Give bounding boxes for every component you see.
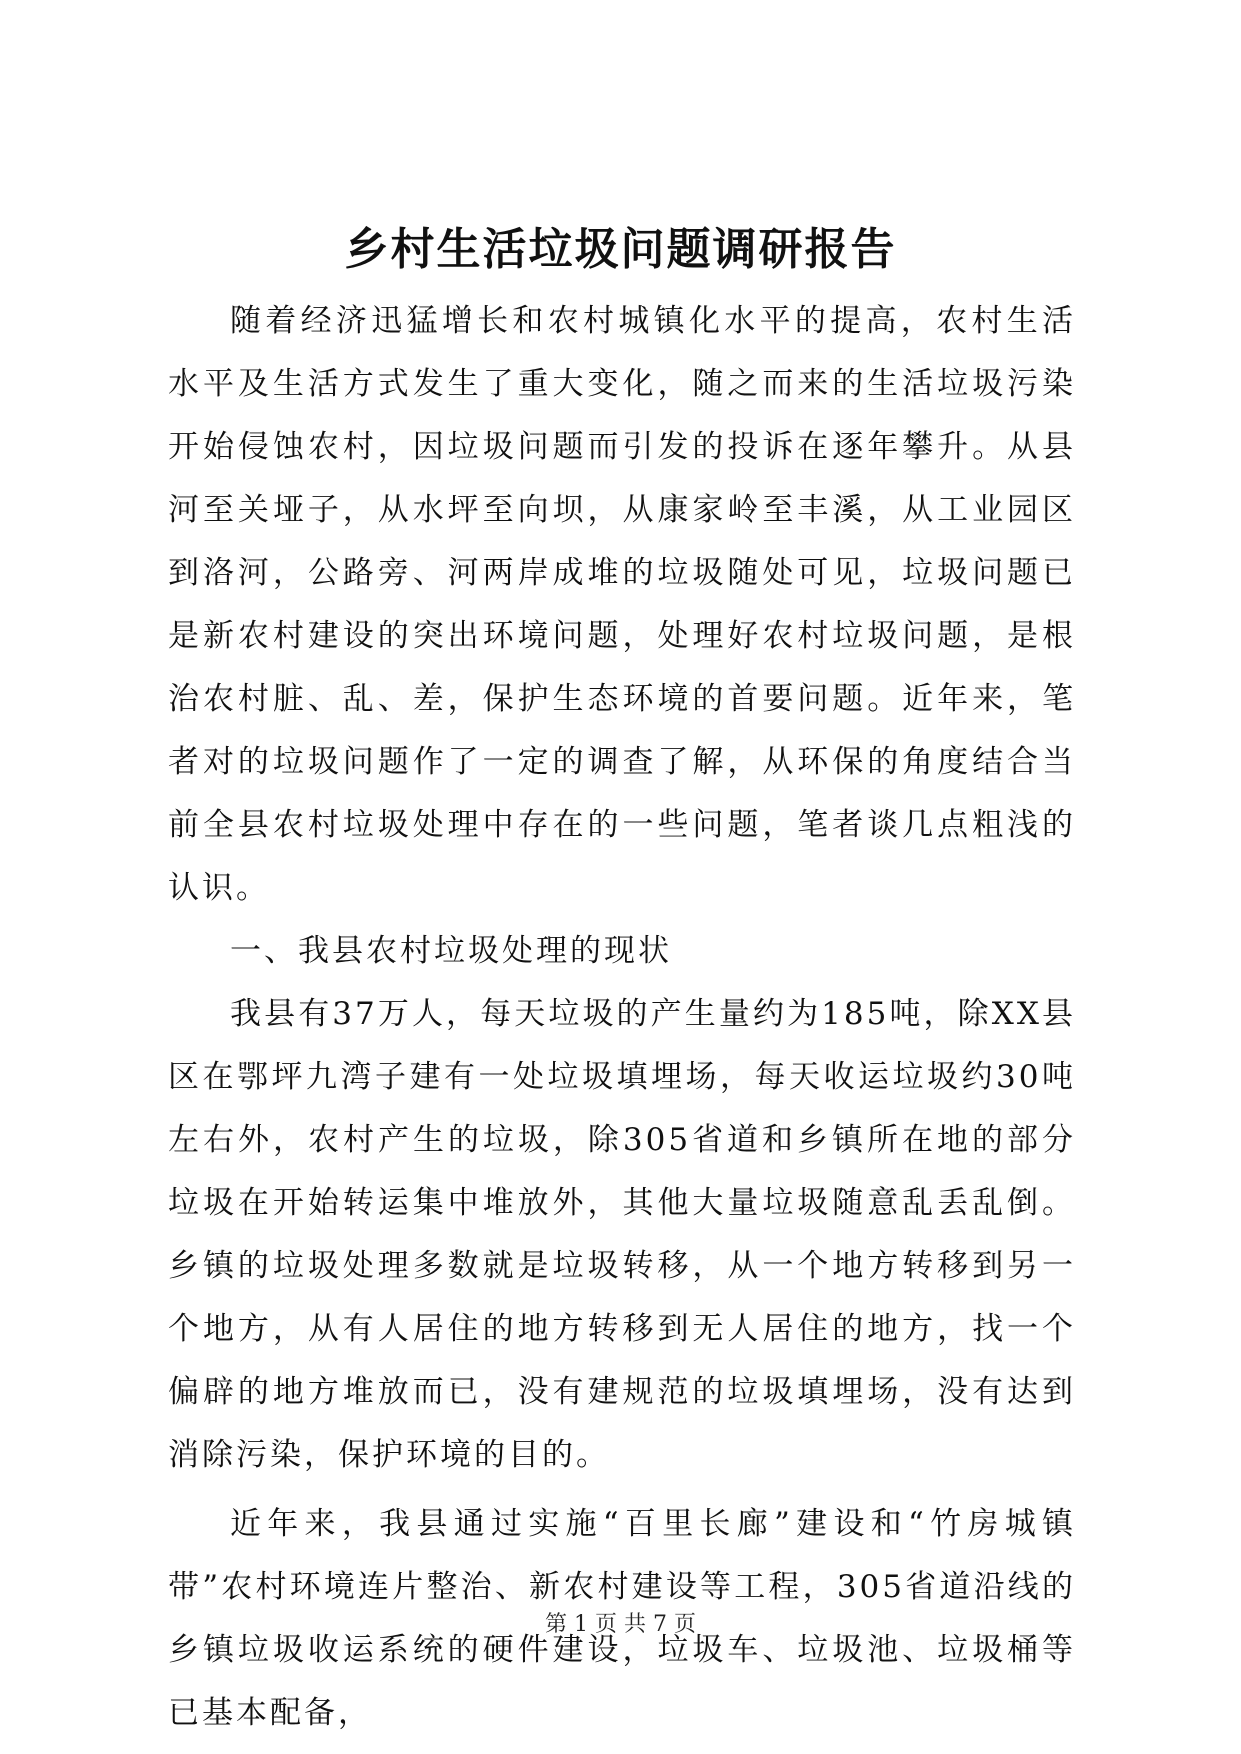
paragraph-recent: 近年来，我县通过实施“百里长廊”建设和“竹房城镇带”农村环境连片整治、新农村建设等工程，305省道沿线的乡镇垃圾收运系统的硬件建设，垃圾车、垃圾池、垃圾桶等已基本配备，	[168, 1506, 1076, 1731]
page-number-footer: 第 1 页 共 7 页	[545, 1612, 696, 1637]
section-heading: 一、我县农村垃圾处理的现状	[230, 933, 672, 969]
paragraph-status: 我县有37万人，每天垃圾的产生量约为185吨，除XX县区在鄂坪九湾子建有一处垃圾填埋场，每天收运垃圾约30吨左右外，农村产生的垃圾，除305省道和乡镇所在地的部分垃圾在开始转运集中堆放外，其他大量垃圾随意乱丢乱倒。乡镇的垃圾处理多数就是垃圾转移，从一个地方转移到另一个地方，从有人居住的地方转移到无人居住的地方，找一个偏辟的地方堆放而已，没有建规范的垃圾填埋场，没有达到消除污染，保护环境的目的。	[168, 996, 1076, 1473]
paragraph-intro: 随着经济迅猛增长和农村城镇化水平的提高，农村生活水平及生活方式发生了重大变化，随之而来的生活垃圾污染开始侵蚀农村，因垃圾问题而引发的投诉在逐年攀升。从县河至关垭子，从水坪至向坝，从康家岭至丰溪，从工业园区到洛河，公路旁、河两岸成堆的垃圾随处可见，垃圾问题已是新农村建设的突出环境问题，处理好农村垃圾问题，是根治农村脏、乱、差，保护生态环境的首要问题。近年来，笔者对的垃圾问题作了一定的调查了解，从环保的角度结合当前全县农村垃圾处理中存在的一些问题，笔者谈几点粗浅的认识。	[168, 303, 1076, 906]
document-body	[168, 290, 1076, 1745]
document-title: 乡村生活垃圾问题调研报告	[344, 224, 897, 275]
